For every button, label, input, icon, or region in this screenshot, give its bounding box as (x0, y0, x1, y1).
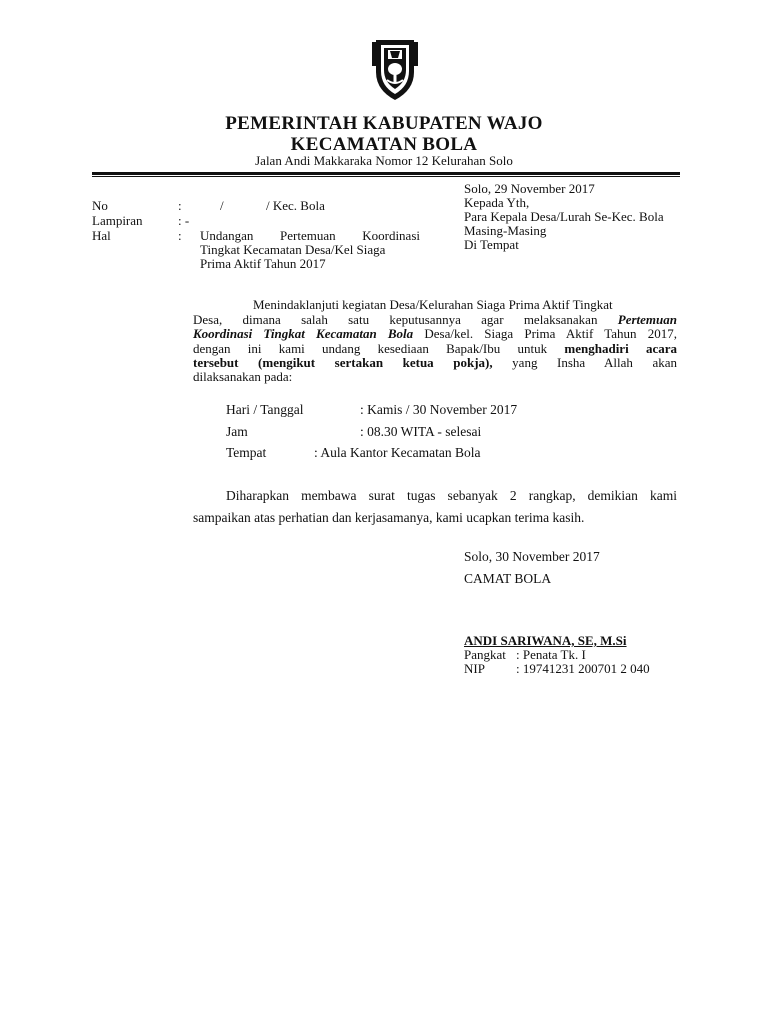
body-line-2: Desa, dimana salah satu keputusannya agar melaksanakan Pertemuan (193, 312, 677, 327)
hal-line-1: Undangan Pertemuan Koordinasi (200, 228, 420, 243)
schedule-time-value: : 08.30 WITA - selesai (360, 424, 482, 439)
no-label: No (92, 198, 108, 213)
recipient-line-3: Di Tempat (464, 237, 519, 252)
body-line-1: Menindaklanjuti kegiatan Desa/Kelurahan Siaga Prima Aktif Tingkat (253, 297, 613, 312)
hal-line-2: Tingkat Kecamatan Desa/Kel Siaga (200, 242, 386, 257)
signature-title: CAMAT BOLA (464, 571, 552, 586)
hal-colon: : (178, 228, 182, 243)
letter-date: Solo, 29 November 2017 (464, 181, 595, 196)
header-divider-thick (92, 172, 680, 175)
header-divider-thin (92, 176, 680, 177)
body-line-3: Koordinasi Tingkat Kecamatan Bola Desa/kel. Siaga Prima Aktif Tahun 2017, (193, 326, 677, 341)
lampiran-label: Lampiran (92, 213, 143, 228)
hal-line-3: Prima Aktif Tahun 2017 (200, 256, 326, 271)
regency-emblem-logo (372, 36, 418, 102)
recipient-kepada: Kepada Yth, (464, 195, 530, 210)
body-line-4: dengan ini kami undang kesediaan Bapak/Ibu untuk menghadiri acara (193, 341, 677, 356)
signature-date: Solo, 30 November 2017 (464, 549, 600, 564)
no-value: / Kec. Bola (266, 198, 325, 213)
closing-line-1: Diharapkan membawa surat tugas sebanyak 2 rangkap, demikian kami (226, 488, 677, 503)
schedule-time-label: Jam (226, 424, 248, 439)
schedule-place-value: : Aula Kantor Kecamatan Bola (314, 445, 481, 460)
header-address: Jalan Andi Makkaraka Nomor 12 Kelurahan Solo (255, 153, 513, 168)
closing-line-2: sampaikan atas perhatian dan kerjasamanya, kami ucapkan terima kasih. (193, 510, 585, 525)
nip-label: NIP (464, 661, 485, 676)
pangkat-label: Pangkat (464, 647, 506, 662)
no-separator: / (220, 198, 224, 213)
schedule-day-value: : Kamis / 30 November 2017 (360, 402, 518, 417)
signatory-name: ANDI SARIWANA, SE, M.Si (464, 633, 627, 648)
nip-value: : 19741231 200701 2 040 (516, 661, 650, 676)
body-line-5: tersebut (mengikut sertakan ketua pokja), yang Insha Allah akan (193, 355, 677, 370)
lampiran-value: : - (178, 213, 190, 228)
schedule-day-label: Hari / Tanggal (226, 402, 304, 417)
recipient-line-2: Masing-Masing (464, 223, 547, 238)
no-colon: : (178, 198, 182, 213)
header-title: PEMERINTAH KABUPATEN WAJO (225, 113, 543, 134)
schedule-place-label: Tempat (226, 445, 267, 460)
hal-label: Hal (92, 228, 111, 243)
pangkat-value: : Penata Tk. I (516, 647, 586, 662)
header-subtitle: KECAMATAN BOLA (290, 134, 478, 155)
recipient-line-1: Para Kepala Desa/Lurah Se-Kec. Bola (464, 209, 664, 224)
body-line-6: dilaksanakan pada: (193, 369, 293, 384)
